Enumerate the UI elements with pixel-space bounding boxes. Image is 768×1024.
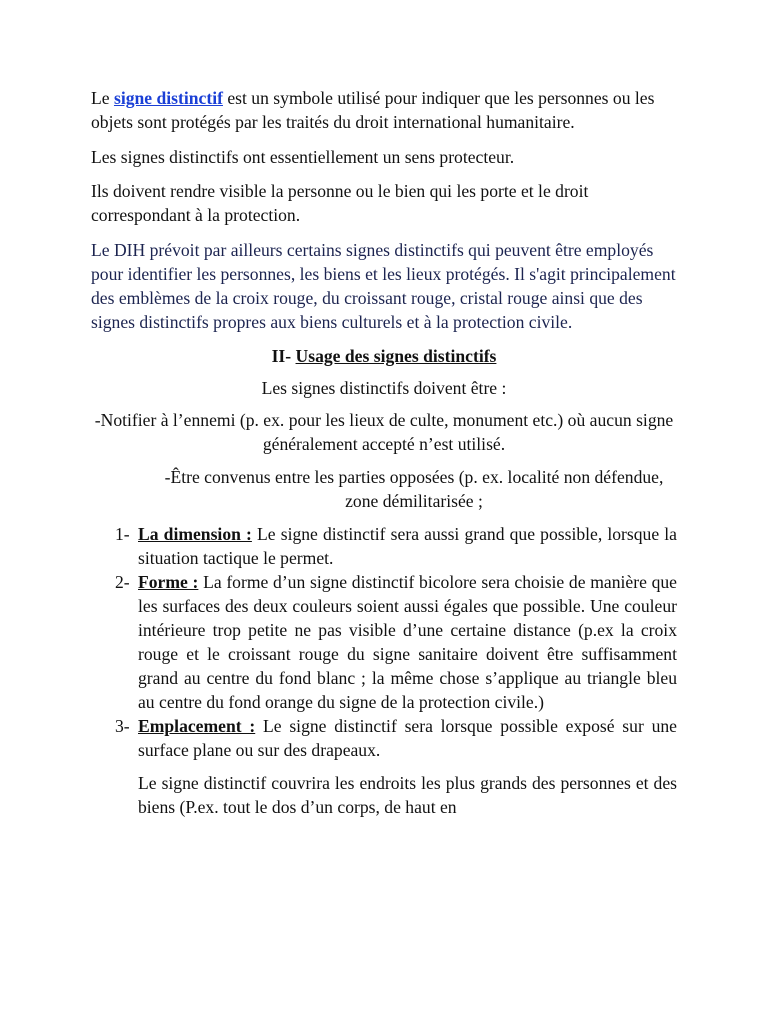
signe-distinctif-link[interactable]: signe distinctif (113, 88, 223, 108)
para1-text-after: est un symbole utilisé pour indiquer que les personnes ou les objets sont protégés par les traités du droit international humanitaire. (91, 88, 655, 132)
section-separator: - (285, 346, 296, 366)
list-item-label: La dimension : (138, 524, 252, 544)
list-item-label: Forme : (138, 572, 199, 592)
list-item-label: Emplacement : (138, 716, 256, 736)
list-item-text: Le signe distinctif sera lorsque possible exposé sur une surface plane ou sur des drapeaux. (138, 716, 677, 760)
para1-text-before: Le (91, 88, 114, 108)
list-item-text: La forme d’un signe distinctif bicolore sera choisie de manière que les surfaces des deux couleurs soient aussi égales que possible. Une couleur intérieure trop petite ne pas visible d’une certaine distance (p.ex la croix rouge et le croissant rouge du signe sanitaire doivent être suffisamment grand au centre du fond blanc ; la même chose s’applique au triangle bleu au centre du fond orange du signe de la protection civile.) (138, 572, 677, 712)
intro-paragraph (91, 86, 677, 134)
section-heading (91, 344, 677, 368)
usage-intro: Les signes distinctifs doivent être : (261, 378, 507, 398)
list-item-forme (91, 570, 677, 714)
dih-paragraph-part1: Le DIH prévoit par ailleurs certains signes distinctifs qui peuvent être employés pour identifier les personnes, les biens et les lieux protégés. (91, 240, 654, 284)
section-number: II (271, 346, 286, 366)
list-item-text: Le signe distinctif sera aussi grand que possible, lorsque la situation tactique le permet. (138, 524, 677, 568)
section-title: Usage des signes distinctifs (295, 346, 497, 366)
usage-list (91, 522, 677, 762)
list-item-number: 3- (115, 716, 130, 736)
document-body (91, 86, 677, 819)
list-item-emplacement (91, 714, 677, 762)
dih-paragraph (91, 238, 677, 334)
list-item-number: 1- (115, 524, 130, 544)
bullet-agreed: -Être convenus entre les parties opposées (p. ex. localité non défendue, zone démilitarisée ; (164, 467, 664, 511)
coverage-paragraph: Le signe distinctif couvrira les endroits les plus grands des personnes et des biens (P.ex. tout le dos d’un corps, de haut en (138, 773, 677, 817)
list-item-dimension (91, 522, 677, 570)
visibility-paragraph: Ils doivent rendre visible la personne ou le bien qui les porte et le droit correspondant à la protection. (91, 181, 589, 225)
list-item-number: 2- (115, 572, 130, 592)
dih-paragraph-part2: Il s'agit principalement des emblèmes de la croix rouge, du croissant rouge, cristal rouge ainsi que des signes distinctifs propres aux biens culturels et à la protection civile. (91, 264, 676, 332)
protective-sense-paragraph: Les signes distinctifs ont essentiellement un sens protecteur. (91, 147, 515, 167)
bullet-notify: -Notifier à l’ennemi (p. ex. pour les lieux de culte, monument etc.) où aucun signe généralement accepté n’est utilisé. (94, 410, 674, 454)
